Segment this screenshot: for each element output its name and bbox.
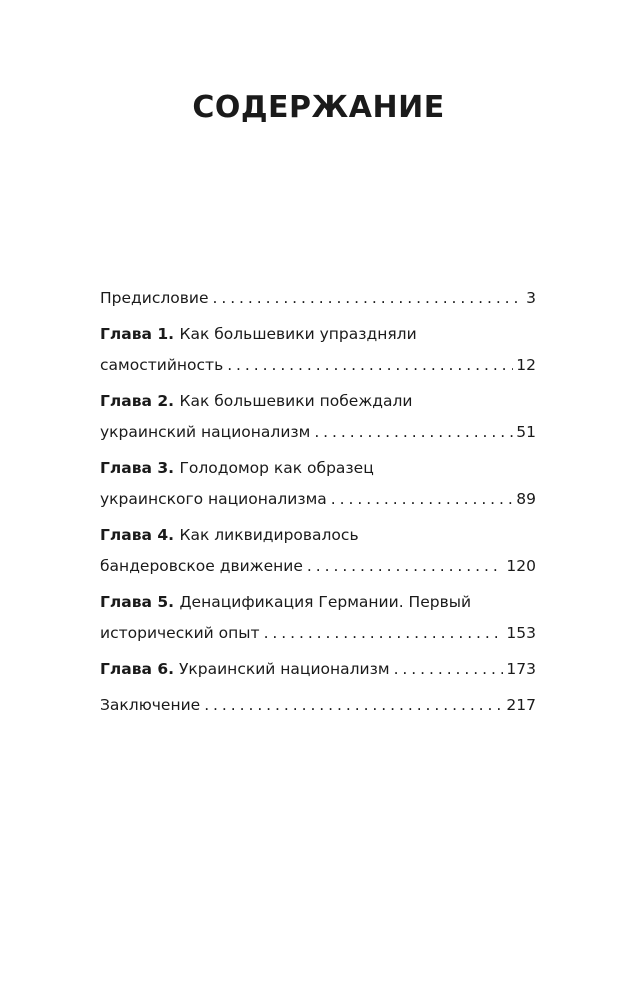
toc-entry-title-continued: украинский национализм <box>100 423 311 441</box>
toc-entry-title: Как большевики упраздняли <box>179 325 417 343</box>
toc-entry-chapter-5 <box>100 587 536 649</box>
chapter-label: Глава 6. <box>100 660 175 678</box>
toc-entry-title: Денацификация Германии. Первый <box>179 593 472 611</box>
toc-entry-chapter-1 <box>100 319 536 381</box>
toc-line <box>100 618 536 649</box>
chapter-label: Глава 5. <box>100 593 180 611</box>
toc-line <box>100 654 536 685</box>
dot-leader <box>227 350 513 381</box>
toc-entry-title: Как ликвидировалось <box>179 526 359 544</box>
dot-leader <box>212 283 523 314</box>
toc-line <box>100 350 536 381</box>
toc-line <box>100 283 536 314</box>
toc-entry-chapter-6 <box>100 654 536 685</box>
dot-leader <box>314 417 513 448</box>
toc-entry-title: Предисловие <box>100 289 209 307</box>
toc-page-number: 120 <box>506 557 536 575</box>
toc-line <box>100 417 536 448</box>
toc-entry-title: Заключение <box>100 696 201 714</box>
dot-leader <box>331 484 513 515</box>
toc-entry-title-continued: самостийность <box>100 356 224 374</box>
toc-page-number: 51 <box>516 423 536 441</box>
dot-leader <box>204 690 503 721</box>
toc-page-number: 173 <box>506 660 536 678</box>
toc-entry-chapter-2 <box>100 386 536 448</box>
toc-line <box>100 453 536 484</box>
toc-entry-title: Как большевики побеждали <box>179 392 413 410</box>
toc-page-number: 12 <box>516 356 536 374</box>
page-title: СОДЕРЖАНИЕ <box>192 90 445 125</box>
toc-entry-chapter-4 <box>100 520 536 582</box>
table-of-contents <box>100 283 536 726</box>
toc-page-number: 3 <box>526 289 536 307</box>
chapter-label: Глава 1. <box>100 325 180 343</box>
chapter-label: Глава 4. <box>100 526 180 544</box>
toc-entry-title-continued: бандеровское движение <box>100 557 303 575</box>
toc-page-number: 217 <box>506 696 536 714</box>
dot-leader <box>264 618 504 649</box>
toc-line <box>100 484 536 515</box>
toc-line <box>100 551 536 582</box>
toc-line <box>100 520 536 551</box>
toc-page-number: 153 <box>506 624 536 642</box>
dot-leader <box>307 551 504 582</box>
toc-line <box>100 587 536 618</box>
chapter-label: Глава 2. <box>100 392 180 410</box>
dot-leader <box>394 654 504 685</box>
toc-entry-conclusion <box>100 690 536 721</box>
toc-entry-chapter-3 <box>100 453 536 515</box>
toc-line <box>100 319 536 350</box>
toc-page-number: 89 <box>516 490 536 508</box>
toc-entry-title-continued: украинского национализма <box>100 490 327 508</box>
toc-entry-title: Украинский национализм <box>178 660 390 678</box>
chapter-label: Глава 3. <box>100 459 180 477</box>
toc-line <box>100 386 536 417</box>
toc-entry-title-continued: исторический опыт <box>100 624 260 642</box>
toc-line <box>100 690 536 721</box>
toc-entry-preface <box>100 283 536 314</box>
toc-entry-title: Голодомор как образец <box>179 459 374 477</box>
